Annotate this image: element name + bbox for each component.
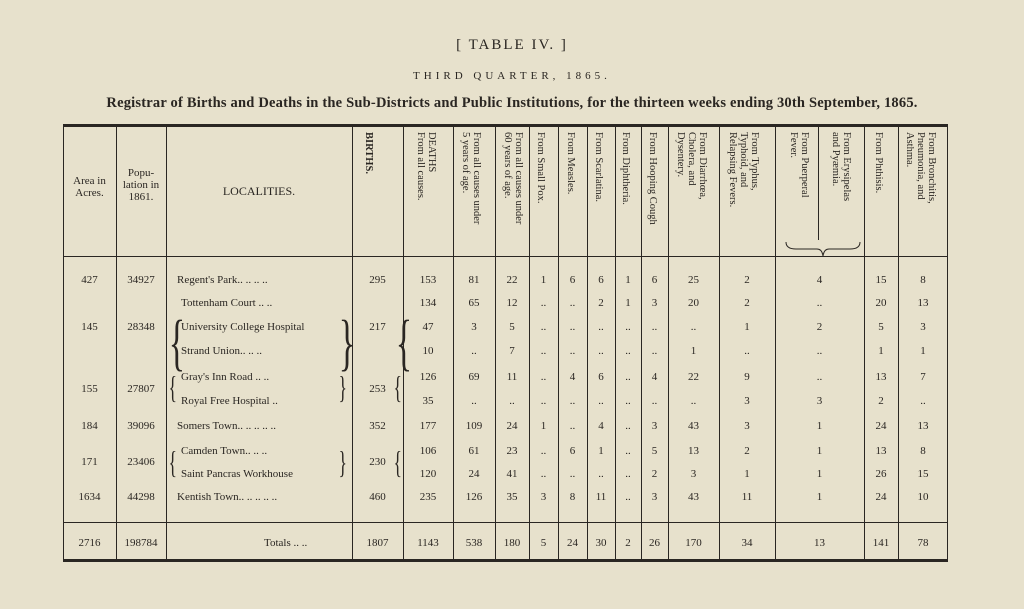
table-cell: ..	[540, 371, 547, 383]
table-cell: 6	[569, 274, 576, 286]
table-cell: ..	[625, 321, 631, 333]
table-cell: 8	[920, 274, 926, 286]
table-cell: 109	[465, 420, 483, 432]
group-brace-left: {	[168, 369, 177, 405]
table-cell: ..	[651, 321, 658, 333]
table-cell: 217	[369, 321, 386, 333]
table-cell: 177	[419, 420, 437, 432]
table-cell: 460	[369, 491, 386, 503]
table-cell: 69	[468, 371, 480, 383]
table-cell: 1	[816, 468, 823, 480]
table-cell: 1	[816, 420, 823, 432]
table-cell: 6	[598, 274, 604, 286]
locality-name: Somers Town.. .. .. .. ..	[177, 420, 276, 432]
totals-cell: 5	[540, 537, 547, 549]
table-cell: 1	[878, 345, 884, 357]
totals-cell: 34	[741, 537, 753, 549]
totals-cell: 141	[872, 537, 890, 549]
col-phthisis-header: From Phthisis.	[873, 132, 884, 194]
locality-name: University College Hospital	[181, 321, 305, 333]
totals-cell: 24	[567, 537, 578, 549]
table-cell: ..	[471, 345, 477, 357]
table-cell: 43	[688, 491, 699, 503]
group-brace-left: {	[168, 309, 186, 377]
table-cell: 4	[816, 274, 823, 286]
col-erysipelas-header: From Erysipelas and Pyæmia.	[830, 132, 852, 202]
table-cell: 3	[540, 491, 547, 503]
totals-cell: 198784	[124, 537, 158, 549]
table-cell: ..	[920, 395, 926, 407]
totals-divider	[63, 522, 948, 523]
table-cell: ..	[816, 371, 823, 383]
quarter-heading: THIRD QUARTER, 1865.	[413, 70, 611, 82]
table-cell: 35	[506, 491, 518, 503]
table-cell: 126	[419, 371, 437, 383]
totals-cell: 180	[503, 537, 521, 549]
table-cell: 13	[688, 445, 699, 457]
table-cell: 15	[917, 468, 929, 480]
table-cell: 5	[651, 445, 658, 457]
locality-name: Regent's Park.. .. .. ..	[177, 274, 268, 286]
table-cell: 2	[816, 321, 823, 333]
table-cell: 41	[506, 468, 518, 480]
table-cell: 27807	[127, 383, 155, 395]
table-cell: ..	[569, 395, 576, 407]
table-cell: 2	[598, 297, 604, 309]
table-cell: ..	[816, 297, 823, 309]
births-brace: {	[393, 444, 402, 480]
table-cell: ..	[598, 345, 604, 357]
totals-cell: 1143	[417, 537, 439, 549]
col-deaths-header: DEATHS From all causes.	[415, 132, 437, 201]
locality-name: Tottenham Court .. ..	[181, 297, 273, 309]
col-diphtheria-header: From Diphtheria.	[620, 132, 631, 205]
col-population-header: Popu-lation in 1861.	[122, 167, 160, 203]
table-cell: 23	[506, 445, 518, 457]
col-under60-header: From all causes under 60 years of age.	[502, 132, 524, 225]
table-cell: 8	[920, 445, 926, 457]
totals-cell: 2716	[78, 537, 101, 549]
table-cell: ..	[569, 345, 576, 357]
col-puerperal-header: From Puerperal Fever.	[788, 132, 810, 198]
table-cell: ..	[540, 321, 547, 333]
table-cell: 3	[651, 420, 658, 432]
table-cell: 4	[569, 371, 576, 383]
table-cell: 15	[875, 274, 887, 286]
column-divider	[818, 126, 819, 240]
table-cell: 22	[688, 371, 699, 383]
table-cell: 9	[744, 371, 750, 383]
col-hooping-header: From Hooping Cough	[647, 132, 658, 225]
table-cell: 1	[816, 445, 823, 457]
col-typhus-header: From Typhus, Typhoid, and Relapsing Fevers.	[727, 132, 760, 208]
table-cell: 5	[878, 321, 884, 333]
table-cell: 1	[625, 297, 631, 309]
table-cell: 1	[744, 468, 750, 480]
table-cell: 230	[369, 456, 386, 468]
table-cell: 2	[651, 468, 658, 480]
table-cell: 145	[81, 321, 98, 333]
table-cell: ..	[540, 297, 547, 309]
table-cell: 1634	[78, 491, 101, 503]
table-cell: 3	[471, 321, 477, 333]
table-cell: ..	[509, 395, 515, 407]
table-cell: 7	[509, 345, 515, 357]
col-area-header: Area in Acres.	[73, 175, 106, 199]
col-under5-header: From all causes under 5 years of age.	[460, 132, 482, 225]
table-cell: ..	[651, 395, 658, 407]
locality-name: Saint Pancras Workhouse	[181, 468, 293, 480]
totals-cell: 30	[595, 537, 607, 549]
table-cell: 24	[875, 491, 887, 503]
table-cell: 253	[369, 383, 386, 395]
table-cell: 24	[468, 468, 480, 480]
table-subtitle: Registrar of Births and Deaths in the Sub-Districts and Public Institutions, for the thirteen weeks ending 30th September, 1865.	[106, 95, 918, 111]
table-cell: 13	[875, 445, 887, 457]
table-cell: 39096	[127, 420, 155, 432]
table-cell: ..	[569, 297, 576, 309]
table-cell: ..	[625, 491, 631, 503]
locality-name: Gray's Inn Road .. ..	[181, 371, 270, 383]
table-cell: 23406	[127, 456, 155, 468]
table-cell: ..	[540, 395, 547, 407]
locality-name: Royal Free Hospital ..	[181, 395, 278, 407]
table-cell: 171	[81, 456, 98, 468]
locality-name: Camden Town.. .. ..	[181, 445, 268, 457]
table-cell: 120	[419, 468, 437, 480]
table-cell: 3	[690, 468, 697, 480]
table-cell: ..	[625, 445, 631, 457]
table-cell: 1	[625, 274, 631, 286]
table-cell: 155	[81, 383, 98, 395]
table-cell: ..	[540, 468, 547, 480]
table-cell: ..	[540, 445, 547, 457]
group-brace-right: }	[338, 369, 347, 405]
col-births-header: BIRTHS.	[363, 132, 374, 174]
table-cell: 106	[419, 445, 437, 457]
table-cell: 2	[744, 445, 750, 457]
table-cell: ..	[625, 345, 631, 357]
table-cell: ..	[690, 395, 697, 407]
table-cell: 126	[465, 491, 483, 503]
table-cell: 13	[917, 297, 929, 309]
table-cell: 235	[419, 491, 437, 503]
table-cell: 20	[688, 297, 699, 309]
table-cell: 47	[422, 321, 434, 333]
col-localities-header: LOCALITIES.	[222, 184, 296, 198]
table-cell: 8	[569, 491, 576, 503]
table-cell: 7	[920, 371, 926, 383]
totals-cell: 13	[814, 537, 825, 549]
table-cell: 10	[917, 491, 929, 503]
table-cell: ..	[625, 420, 631, 432]
table-cell: 65	[468, 297, 480, 309]
table-cell: 28348	[127, 321, 155, 333]
group-brace-right: }	[338, 309, 356, 377]
table-cell: ..	[744, 345, 750, 357]
table-cell: 13	[917, 420, 929, 432]
table-cell: 6	[598, 371, 604, 383]
group-brace-right: }	[338, 444, 347, 480]
table-cell: 3	[744, 420, 750, 432]
table-cell: 1	[540, 420, 547, 432]
table-cell: 1	[690, 345, 697, 357]
table-cell: ..	[598, 395, 604, 407]
table-cell: 153	[419, 274, 437, 286]
table-cell: ..	[540, 345, 547, 357]
table-cell: 13	[875, 371, 887, 383]
table-cell: 1	[598, 445, 604, 457]
table-cell: 35	[422, 395, 434, 407]
table-cell: ..	[625, 371, 631, 383]
table-cell: 44298	[127, 491, 155, 503]
table-cell: 4	[598, 420, 604, 432]
table-cell: ..	[569, 321, 576, 333]
table-cell: 352	[369, 420, 386, 432]
totals-cell: 78	[917, 537, 929, 549]
table-cell: 2	[744, 297, 750, 309]
table-cell: 26	[875, 468, 887, 480]
table-cell: 3	[920, 321, 926, 333]
table-cell: ..	[690, 321, 697, 333]
table-cell: 24	[506, 420, 518, 432]
totals-cell: 1807	[366, 537, 389, 549]
totals-label: Totals .. ..	[264, 537, 308, 549]
col-bronchitis-header: From Bronchitis, Pneumonia, and Asthma.	[904, 132, 937, 204]
totals-cell: 26	[649, 537, 660, 549]
table-cell: 134	[419, 297, 437, 309]
table-cell: 11	[595, 491, 607, 503]
table-cell: 20	[875, 297, 887, 309]
table-cell: 5	[509, 321, 515, 333]
table-cell: 22	[506, 274, 518, 286]
table-cell: ..	[816, 345, 823, 357]
table-cell: 34927	[127, 274, 155, 286]
table-cell: 3	[816, 395, 823, 407]
table-cell: 6	[651, 274, 658, 286]
table-cell: ..	[569, 420, 576, 432]
table-cell: 10	[422, 345, 434, 357]
table-cell: 25	[688, 274, 699, 286]
col-diarrhoea-header: From Diarrhœa, Cholera, and Dysentery.	[675, 132, 708, 200]
table-cell: ..	[625, 468, 631, 480]
group-brace-left: {	[168, 444, 177, 480]
totals-cell: 2	[625, 537, 631, 549]
table-cell: 184	[81, 420, 98, 432]
table-cell: 43	[688, 420, 699, 432]
table-cell: 11	[506, 371, 518, 383]
table-cell: 1	[744, 321, 750, 333]
table-cell: 3	[651, 491, 658, 503]
table-cell: ..	[471, 395, 477, 407]
table-cell: 2	[878, 395, 884, 407]
table-cell: 1	[540, 274, 547, 286]
table-cell: 1	[816, 491, 823, 503]
locality-name: Strand Union.. .. ..	[181, 345, 262, 357]
table-cell: ..	[598, 468, 604, 480]
totals-cell: 538	[465, 537, 483, 549]
table-cell: 12	[506, 297, 518, 309]
table-cell: 61	[468, 445, 480, 457]
births-brace: {	[393, 369, 402, 405]
table-cell: 295	[369, 274, 386, 286]
table-cell: 427	[81, 274, 98, 286]
table-cell: 4	[651, 371, 658, 383]
births-brace: {	[395, 309, 413, 377]
table-cell: 1	[920, 345, 926, 357]
table-number: [ TABLE IV. ]	[456, 37, 568, 53]
combined-column-brace	[784, 240, 862, 260]
table-cell: ..	[569, 468, 576, 480]
col-measles-header: From Measles.	[565, 132, 576, 195]
table-cell: 6	[569, 445, 576, 457]
table-cell: ..	[625, 395, 631, 407]
table-cell: 2	[744, 274, 750, 286]
table-cell: ..	[651, 345, 658, 357]
locality-name: Kentish Town.. .. .. .. ..	[177, 491, 278, 503]
table-cell: 3	[651, 297, 658, 309]
totals-cell: 170	[685, 537, 702, 549]
col-smallpox-header: From Small Pox.	[535, 132, 546, 204]
table-cell: 81	[468, 274, 480, 286]
table-cell: 24	[875, 420, 887, 432]
table-cell: 3	[744, 395, 750, 407]
table-cell: 11	[741, 491, 753, 503]
col-scarlatina-header: From Scarlatina.	[593, 132, 604, 202]
table-cell: ..	[598, 321, 604, 333]
